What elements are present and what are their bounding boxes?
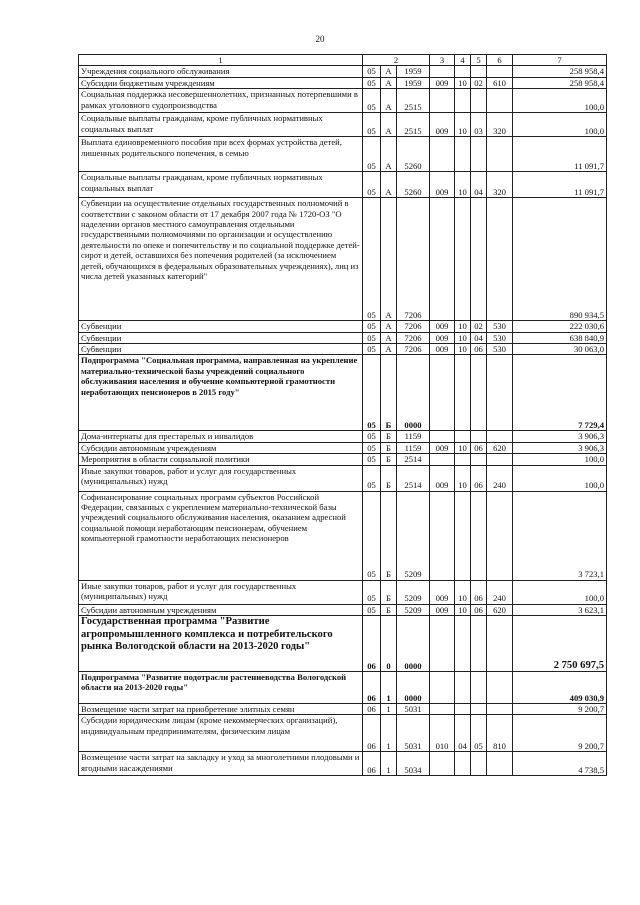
cell-program: 05 bbox=[363, 491, 381, 580]
cell-name: Субсидии автономным учреждениям bbox=[79, 604, 363, 615]
cell-subprogram: Б bbox=[381, 442, 397, 453]
cell-ministry: 010 bbox=[430, 715, 455, 752]
cell-subprogram: Б bbox=[381, 465, 397, 491]
cell-direction: 5209 bbox=[397, 604, 430, 615]
cell-ministry: 009 bbox=[430, 113, 455, 137]
cell-name: Иные закупки товаров, работ и услуг для государственных (муниципальных) нужд bbox=[79, 465, 363, 491]
cell-subprogram: 1 bbox=[381, 704, 397, 715]
cell-subprogram: А bbox=[381, 137, 397, 172]
cell-name: Социальные выплаты гражданам, кроме публичных нормативных социальных выплат bbox=[79, 113, 363, 137]
header-col-6: 6 bbox=[487, 55, 513, 66]
cell-program: 05 bbox=[363, 454, 381, 465]
cell-subsection bbox=[471, 431, 487, 442]
cell-expense-type bbox=[487, 454, 513, 465]
table-row bbox=[79, 672, 607, 704]
cell-ministry: 009 bbox=[430, 442, 455, 453]
cell-direction: 2514 bbox=[397, 454, 430, 465]
cell-section: 10 bbox=[455, 172, 471, 198]
cell-section: 10 bbox=[455, 580, 471, 604]
cell-ministry bbox=[430, 454, 455, 465]
cell-sum: 9 200,7 bbox=[513, 715, 607, 752]
cell-name: Софинансирование социальных программ субъектов Российской Федерации, связанных с укреплением материально-технической базы учреждений социального обслуживания населения, оказанием адресной социальной помощи неработающим пенсионерам, обучением компьютерной грамотности неработающих пенсионеров bbox=[79, 491, 363, 580]
cell-subsection bbox=[471, 89, 487, 113]
cell-program: 05 bbox=[363, 332, 381, 343]
cell-program: 05 bbox=[363, 66, 381, 77]
cell-program: 05 bbox=[363, 442, 381, 453]
cell-ministry: 009 bbox=[430, 604, 455, 615]
cell-sum: 100,0 bbox=[513, 89, 607, 113]
cell-direction: 7206 bbox=[397, 321, 430, 332]
cell-program: 05 bbox=[363, 89, 381, 113]
cell-section: 10 bbox=[455, 465, 471, 491]
cell-direction: 7206 bbox=[397, 198, 430, 321]
table-row bbox=[79, 431, 607, 442]
cell-direction: 2514 bbox=[397, 465, 430, 491]
table-row bbox=[79, 172, 607, 198]
header-col-1: 1 bbox=[79, 55, 363, 66]
cell-section bbox=[455, 491, 471, 580]
cell-subsection bbox=[471, 752, 487, 776]
cell-sum: 7 729,4 bbox=[513, 355, 607, 431]
cell-subsection bbox=[471, 704, 487, 715]
cell-ministry bbox=[430, 137, 455, 172]
cell-name: Государственная программа "Развитие агропромышленного комплекса и потребительского рынка Вологодской области на 2013-2020 годы" bbox=[79, 616, 363, 672]
cell-program: 05 bbox=[363, 172, 381, 198]
cell-section bbox=[455, 89, 471, 113]
cell-program: 05 bbox=[363, 580, 381, 604]
cell-subsection: 06 bbox=[471, 344, 487, 355]
table-row bbox=[79, 321, 607, 332]
cell-section bbox=[455, 66, 471, 77]
cell-expense-type: 810 bbox=[487, 715, 513, 752]
cell-ministry: 009 bbox=[430, 172, 455, 198]
header-col-4: 4 bbox=[455, 55, 471, 66]
table-row bbox=[79, 442, 607, 453]
cell-expense-type bbox=[487, 89, 513, 113]
table-row bbox=[79, 89, 607, 113]
cell-ministry bbox=[430, 704, 455, 715]
cell-section bbox=[455, 704, 471, 715]
cell-subprogram: Б bbox=[381, 580, 397, 604]
cell-name: Субсидии бюджетным учреждениям bbox=[79, 77, 363, 88]
cell-expense-type: 530 bbox=[487, 332, 513, 343]
cell-subprogram: А bbox=[381, 332, 397, 343]
cell-name: Мероприятия в области социальной политики bbox=[79, 454, 363, 465]
cell-expense-type: 320 bbox=[487, 172, 513, 198]
cell-section: 10 bbox=[455, 344, 471, 355]
cell-subprogram: А bbox=[381, 77, 397, 88]
table-row bbox=[79, 616, 607, 672]
cell-section: 10 bbox=[455, 321, 471, 332]
cell-expense-type bbox=[487, 491, 513, 580]
table-row bbox=[79, 332, 607, 343]
cell-direction: 5209 bbox=[397, 491, 430, 580]
cell-program: 06 bbox=[363, 672, 381, 704]
cell-sum: 3 906,3 bbox=[513, 442, 607, 453]
cell-sum: 409 030,9 bbox=[513, 672, 607, 704]
cell-subsection: 04 bbox=[471, 332, 487, 343]
table-row bbox=[79, 715, 607, 752]
cell-direction: 2515 bbox=[397, 89, 430, 113]
cell-expense-type bbox=[487, 704, 513, 715]
cell-section: 10 bbox=[455, 113, 471, 137]
cell-expense-type bbox=[487, 672, 513, 704]
cell-subsection: 04 bbox=[471, 172, 487, 198]
cell-subsection: 05 bbox=[471, 715, 487, 752]
cell-ministry bbox=[430, 355, 455, 431]
cell-ministry: 009 bbox=[430, 580, 455, 604]
table-row bbox=[79, 454, 607, 465]
cell-section: 10 bbox=[455, 442, 471, 453]
cell-name: Выплата единовременного пособия при всех формах устройства детей, лишенных родительского попечения, в семью bbox=[79, 137, 363, 172]
table-row bbox=[79, 491, 607, 580]
cell-sum: 9 200,7 bbox=[513, 704, 607, 715]
cell-section bbox=[455, 431, 471, 442]
cell-ministry: 009 bbox=[430, 321, 455, 332]
cell-direction: 1159 bbox=[397, 431, 430, 442]
cell-program: 06 bbox=[363, 704, 381, 715]
cell-name: Иные закупки товаров, работ и услуг для государственных (муниципальных) нужд bbox=[79, 580, 363, 604]
cell-section bbox=[455, 454, 471, 465]
cell-program: 06 bbox=[363, 616, 381, 672]
header-col-3: 3 bbox=[430, 55, 455, 66]
cell-direction: 0000 bbox=[397, 672, 430, 704]
cell-program: 06 bbox=[363, 752, 381, 776]
cell-subsection: 06 bbox=[471, 442, 487, 453]
cell-subprogram: Б bbox=[381, 491, 397, 580]
header-col-5: 5 bbox=[471, 55, 487, 66]
cell-subsection: 02 bbox=[471, 77, 487, 88]
header-col-2: 2 bbox=[363, 55, 430, 66]
cell-name: Субвенции на осуществление отдельных государственных полномочий в соответствии с законом области от 17 декабря 2007 года № 1720-ОЗ "О наделении органов местного самоуправления отдельными государственными полномочиями по организации и осуществлению деятельности по опеке и попечительству и по социальной поддержке детей-сирот и детей, оставшихся без попечения родителей (за исключением детей, обучающихся в федеральных образовательных учреждениях), лиц из числа детей указанных категорий" bbox=[79, 198, 363, 321]
cell-sum: 11 091,7 bbox=[513, 172, 607, 198]
cell-expense-type: 320 bbox=[487, 113, 513, 137]
cell-direction: 1959 bbox=[397, 66, 430, 77]
cell-subprogram: Б bbox=[381, 431, 397, 442]
cell-sum: 30 063,0 bbox=[513, 344, 607, 355]
cell-subprogram: А bbox=[381, 198, 397, 321]
cell-program: 05 bbox=[363, 344, 381, 355]
cell-subprogram: А bbox=[381, 321, 397, 332]
cell-ministry: 009 bbox=[430, 465, 455, 491]
cell-subprogram: 1 bbox=[381, 672, 397, 704]
cell-name: Социальная поддержка несовершеннолетних, признанных потерпевшими в рамках уголовного судопроизводства bbox=[79, 89, 363, 113]
cell-direction: 5034 bbox=[397, 752, 430, 776]
cell-subsection bbox=[471, 137, 487, 172]
cell-expense-type bbox=[487, 752, 513, 776]
cell-ministry: 009 bbox=[430, 332, 455, 343]
cell-ministry bbox=[430, 66, 455, 77]
header-col-7: 7 bbox=[513, 55, 607, 66]
cell-subprogram: А bbox=[381, 172, 397, 198]
cell-sum: 3 623,1 bbox=[513, 604, 607, 615]
header-row bbox=[79, 55, 607, 66]
cell-sum: 3 723,1 bbox=[513, 491, 607, 580]
cell-ministry bbox=[430, 198, 455, 321]
cell-subprogram: А bbox=[381, 113, 397, 137]
cell-sum: 100,0 bbox=[513, 113, 607, 137]
table-row bbox=[79, 752, 607, 776]
cell-name: Учреждения социального обслуживания bbox=[79, 66, 363, 77]
cell-sum: 222 030,6 bbox=[513, 321, 607, 332]
cell-subsection: 06 bbox=[471, 465, 487, 491]
table-row bbox=[79, 66, 607, 77]
table-row bbox=[79, 137, 607, 172]
cell-name: Подпрограмма "Социальная программа, направленная на укрепление материально-технической базы учреждений социального обслуживания населения и обучение компьютерной грамотности неработающих пенсионеров в 2015 году" bbox=[79, 355, 363, 431]
cell-name: Возмещение части затрат на приобретение элитных семян bbox=[79, 704, 363, 715]
cell-program: 05 bbox=[363, 604, 381, 615]
cell-subsection bbox=[471, 66, 487, 77]
cell-section bbox=[455, 616, 471, 672]
cell-subsection bbox=[471, 355, 487, 431]
cell-ministry bbox=[430, 431, 455, 442]
cell-sum: 4 738,5 bbox=[513, 752, 607, 776]
cell-direction: 2515 bbox=[397, 113, 430, 137]
cell-expense-type: 620 bbox=[487, 442, 513, 453]
cell-name: Субсидии автономным учреждениям bbox=[79, 442, 363, 453]
table-row bbox=[79, 580, 607, 604]
cell-name: Социальные выплаты гражданам, кроме публичных нормативных социальных выплат bbox=[79, 172, 363, 198]
cell-section: 10 bbox=[455, 77, 471, 88]
cell-sum: 11 091,7 bbox=[513, 137, 607, 172]
cell-subprogram: А bbox=[381, 344, 397, 355]
cell-sum: 100,0 bbox=[513, 465, 607, 491]
cell-section bbox=[455, 137, 471, 172]
cell-direction: 5209 bbox=[397, 580, 430, 604]
cell-direction: 5260 bbox=[397, 137, 430, 172]
cell-name: Субвенции bbox=[79, 321, 363, 332]
cell-direction: 1959 bbox=[397, 77, 430, 88]
cell-expense-type bbox=[487, 66, 513, 77]
cell-program: 05 bbox=[363, 465, 381, 491]
cell-subprogram: 1 bbox=[381, 715, 397, 752]
cell-subprogram: 0 bbox=[381, 616, 397, 672]
cell-expense-type: 530 bbox=[487, 344, 513, 355]
cell-expense-type bbox=[487, 198, 513, 321]
cell-section bbox=[455, 198, 471, 321]
cell-direction: 0000 bbox=[397, 616, 430, 672]
cell-expense-type: 610 bbox=[487, 77, 513, 88]
cell-section: 10 bbox=[455, 604, 471, 615]
cell-ministry: 009 bbox=[430, 77, 455, 88]
page-number: 20 bbox=[315, 34, 325, 44]
cell-name: Субвенции bbox=[79, 344, 363, 355]
cell-direction: 5260 bbox=[397, 172, 430, 198]
cell-section: 04 bbox=[455, 715, 471, 752]
cell-program: 05 bbox=[363, 431, 381, 442]
table-row bbox=[79, 604, 607, 615]
cell-direction: 5031 bbox=[397, 704, 430, 715]
cell-expense-type: 240 bbox=[487, 580, 513, 604]
cell-ministry: 009 bbox=[430, 344, 455, 355]
table-row bbox=[79, 344, 607, 355]
cell-ministry bbox=[430, 491, 455, 580]
table-row bbox=[79, 355, 607, 431]
cell-expense-type: 530 bbox=[487, 321, 513, 332]
cell-subsection bbox=[471, 672, 487, 704]
cell-subprogram: Б bbox=[381, 454, 397, 465]
table-row bbox=[79, 77, 607, 88]
cell-sum: 890 934,5 bbox=[513, 198, 607, 321]
cell-expense-type: 240 bbox=[487, 465, 513, 491]
budget-table bbox=[78, 54, 607, 776]
cell-program: 05 bbox=[363, 198, 381, 321]
cell-section bbox=[455, 355, 471, 431]
cell-sum: 3 906,3 bbox=[513, 431, 607, 442]
cell-direction: 5031 bbox=[397, 715, 430, 752]
cell-expense-type: 620 bbox=[487, 604, 513, 615]
table-row bbox=[79, 113, 607, 137]
cell-subsection bbox=[471, 616, 487, 672]
cell-sum: 2 750 697,5 bbox=[513, 616, 607, 672]
cell-expense-type bbox=[487, 355, 513, 431]
cell-program: 05 bbox=[363, 113, 381, 137]
cell-direction: 7206 bbox=[397, 344, 430, 355]
cell-subsection bbox=[471, 491, 487, 580]
cell-direction: 0000 bbox=[397, 355, 430, 431]
cell-name: Субсидии юридическим лицам (кроме некоммерческих организаций), индивидуальным предпринимателям, физическим лицам bbox=[79, 715, 363, 752]
table-row bbox=[79, 704, 607, 715]
cell-subprogram: Б bbox=[381, 355, 397, 431]
cell-program: 05 bbox=[363, 137, 381, 172]
cell-ministry bbox=[430, 672, 455, 704]
cell-program: 05 bbox=[363, 355, 381, 431]
cell-sum: 638 840,9 bbox=[513, 332, 607, 343]
table-row bbox=[79, 465, 607, 491]
table-row bbox=[79, 198, 607, 321]
cell-name: Субвенции bbox=[79, 332, 363, 343]
cell-ministry bbox=[430, 616, 455, 672]
cell-expense-type bbox=[487, 137, 513, 172]
cell-expense-type bbox=[487, 616, 513, 672]
cell-program: 05 bbox=[363, 321, 381, 332]
cell-subsection: 03 bbox=[471, 113, 487, 137]
cell-name: Дома-интернаты для престарелых и инвалидов bbox=[79, 431, 363, 442]
cell-subsection bbox=[471, 454, 487, 465]
cell-subprogram: 1 bbox=[381, 752, 397, 776]
cell-sum: 100,0 bbox=[513, 580, 607, 604]
cell-name: Подпрограмма "Развитие подотрасли растениеводства Вологодской области на 2013-2020 годы" bbox=[79, 672, 363, 704]
cell-section bbox=[455, 672, 471, 704]
cell-subsection: 06 bbox=[471, 604, 487, 615]
cell-direction: 1159 bbox=[397, 442, 430, 453]
cell-subprogram: Б bbox=[381, 604, 397, 615]
cell-program: 05 bbox=[363, 77, 381, 88]
cell-sum: 258 958,4 bbox=[513, 77, 607, 88]
cell-section bbox=[455, 752, 471, 776]
cell-subsection: 02 bbox=[471, 321, 487, 332]
cell-sum: 258 958,4 bbox=[513, 66, 607, 77]
cell-ministry bbox=[430, 752, 455, 776]
cell-direction: 7206 bbox=[397, 332, 430, 343]
cell-subprogram: А bbox=[381, 89, 397, 113]
cell-section: 10 bbox=[455, 332, 471, 343]
cell-name: Возмещение части затрат на закладку и уход за многолетними плодовыми и ягодными насаждениями bbox=[79, 752, 363, 776]
cell-subprogram: А bbox=[381, 66, 397, 77]
cell-subsection: 06 bbox=[471, 580, 487, 604]
cell-ministry bbox=[430, 89, 455, 113]
cell-subsection bbox=[471, 198, 487, 321]
cell-expense-type bbox=[487, 431, 513, 442]
cell-program: 06 bbox=[363, 715, 381, 752]
cell-sum: 100,0 bbox=[513, 454, 607, 465]
